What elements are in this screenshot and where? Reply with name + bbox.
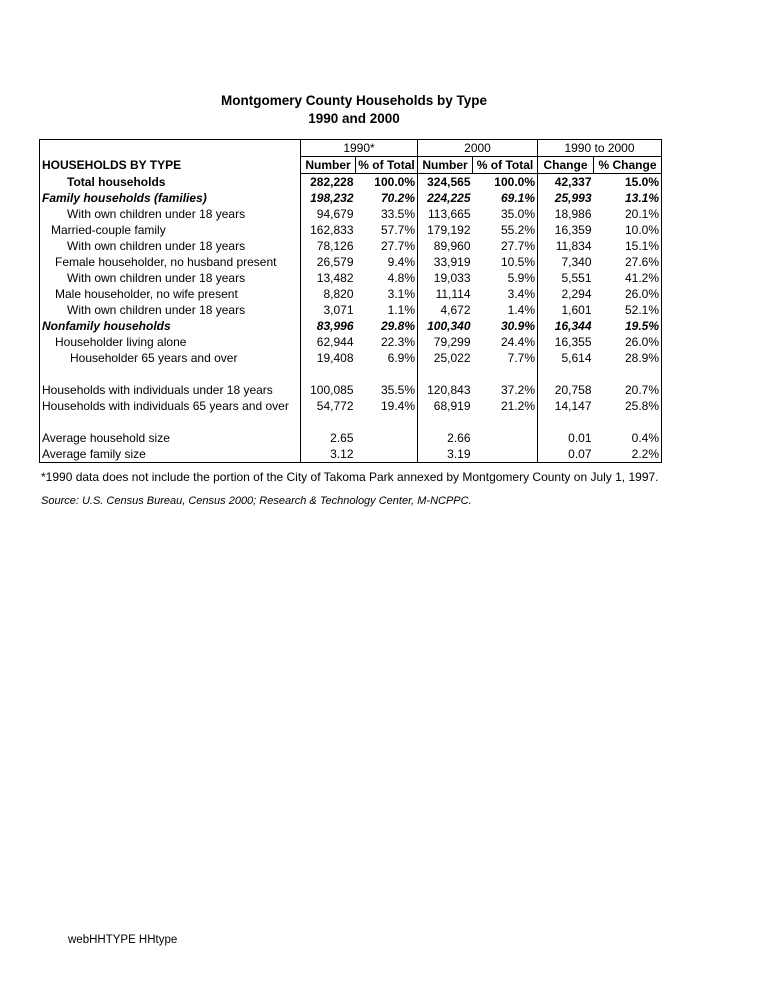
cell: 9.4%	[387, 255, 415, 269]
table-row	[40, 398, 662, 414]
cell: 33,919	[418, 254, 473, 270]
row-label: Nonfamily households	[42, 319, 171, 333]
row-label: Married-couple family	[51, 223, 166, 237]
cell	[356, 430, 418, 446]
table-row	[40, 238, 662, 254]
cell: 89,960	[418, 238, 473, 254]
col-header-pct-change: % Change	[594, 157, 662, 174]
cell: 2.2%	[631, 447, 659, 461]
cell: 2.66	[418, 430, 473, 446]
cell: 62,944	[301, 334, 356, 350]
cell: 7,340	[538, 254, 594, 270]
cell: 3.1%	[387, 287, 415, 301]
sheet-tab-label: webHHTYPE HHtype	[68, 934, 178, 946]
cell	[473, 446, 538, 463]
cell: 42,337	[538, 174, 594, 191]
cell: 4.8%	[387, 271, 415, 285]
cell: 5,551	[538, 270, 594, 286]
cell: 198,232	[301, 190, 356, 206]
cell: 26.0%	[624, 335, 659, 349]
cell: 100.0%	[494, 175, 535, 189]
cell: 68,919	[418, 398, 473, 414]
cell: 16,344	[538, 318, 594, 334]
table-row	[40, 318, 662, 334]
cell	[473, 430, 538, 446]
cell: 13,482	[301, 270, 356, 286]
cell: 2,294	[538, 286, 594, 302]
cell: 30.9%	[500, 319, 535, 333]
cell: 179,192	[418, 222, 473, 238]
spacer-row	[40, 414, 662, 430]
cell: 1.4%	[507, 303, 535, 317]
cell: 69.1%	[500, 191, 535, 205]
cell: 35.0%	[500, 207, 535, 221]
table-row	[40, 350, 662, 366]
cell: 100,340	[418, 318, 473, 334]
cell: 52.1%	[624, 303, 659, 317]
table-row	[40, 174, 662, 191]
page-title: Montgomery County Households by Type	[220, 93, 487, 108]
cell: 29.8%	[380, 319, 415, 333]
cell: 11,114	[418, 286, 473, 302]
cell: 11,834	[538, 238, 594, 254]
cell: 27.7%	[500, 239, 535, 253]
cell: 15.1%	[624, 239, 659, 253]
cell: 55.2%	[500, 223, 535, 237]
cell: 1,601	[538, 302, 594, 318]
col-header-pct-2000: % of Total	[473, 157, 538, 174]
households-table	[39, 139, 662, 463]
cell: 41.2%	[624, 271, 659, 285]
cell: 8,820	[301, 286, 356, 302]
cell: 14,147	[538, 398, 594, 414]
cell: 113,665	[418, 206, 473, 222]
cell: 28.9%	[624, 351, 659, 365]
table-row	[40, 206, 662, 222]
cell: 25.8%	[624, 399, 659, 413]
group-header-row	[40, 140, 662, 157]
row-label: Family households (families)	[42, 191, 207, 205]
table-row	[40, 190, 662, 206]
cell: 27.7%	[380, 239, 415, 253]
col-header-pct-1990: % of Total	[356, 157, 418, 174]
cell: 78,126	[301, 238, 356, 254]
cell: 5.9%	[507, 271, 535, 285]
corner-cell	[40, 140, 301, 157]
cell: 21.2%	[500, 399, 535, 413]
cell: 27.6%	[624, 255, 659, 269]
cell: 20,758	[538, 382, 594, 398]
cell: 2.65	[301, 430, 356, 446]
row-label: Average household size	[42, 431, 170, 445]
cell: 120,843	[418, 382, 473, 398]
row-label: Female householder, no husband present	[55, 255, 277, 269]
cell: 324,565	[418, 174, 473, 191]
cell: 16,355	[538, 334, 594, 350]
cell: 70.2%	[380, 191, 415, 205]
group-header-change: 1990 to 2000	[538, 140, 662, 157]
group-header-2000: 2000	[418, 140, 538, 157]
cell: 10.5%	[500, 255, 535, 269]
table-row	[40, 270, 662, 286]
cell: 1.1%	[387, 303, 415, 317]
cell: 94,679	[301, 206, 356, 222]
source-note: Source: U.S. Census Bureau, Census 2000; Research & Technology Center, M-NCPPC.	[41, 495, 472, 507]
col-header-number-1990: Number	[301, 157, 356, 174]
cell: 20.1%	[624, 207, 659, 221]
table-row	[40, 430, 662, 446]
row-label: With own children under 18 years	[67, 303, 246, 317]
row-label: Householder 65 years and over	[70, 351, 238, 365]
cell: 162,833	[301, 222, 356, 238]
cell: 3.12	[301, 446, 356, 463]
cell: 224,225	[418, 190, 473, 206]
table-row	[40, 302, 662, 318]
row-label: With own children under 18 years	[67, 271, 246, 285]
cell: 19.4%	[380, 399, 415, 413]
table-row	[40, 382, 662, 398]
cell: 7.7%	[507, 351, 535, 365]
cell: 37.2%	[500, 383, 535, 397]
cell: 83,996	[301, 318, 356, 334]
group-header-1990: 1990*	[301, 140, 418, 157]
cell: 13.1%	[624, 191, 659, 205]
row-label: Households with individuals under 18 years	[42, 383, 273, 397]
cell: 33.5%	[380, 207, 415, 221]
footnote: *1990 data does not include the portion of the City of Takoma Park annexed by Montgomery County on July 1, 1997.	[41, 470, 659, 484]
cell: 26.0%	[624, 287, 659, 301]
col-header-change: Change	[538, 157, 594, 174]
cell: 20.7%	[624, 383, 659, 397]
cell: 35.5%	[380, 383, 415, 397]
cell: 282,228	[301, 174, 356, 191]
cell: 79,299	[418, 334, 473, 350]
row-header-label: HOUSEHOLDS BY TYPE	[42, 158, 182, 172]
cell: 15.0%	[624, 175, 659, 189]
cell: 100,085	[301, 382, 356, 398]
table-row	[40, 222, 662, 238]
cell: 5,614	[538, 350, 594, 366]
row-label: Householder living alone	[55, 335, 187, 349]
table-row	[40, 446, 662, 463]
table-row	[40, 334, 662, 350]
cell: 25,993	[538, 190, 594, 206]
cell: 0.07	[538, 446, 594, 463]
cell: 26,579	[301, 254, 356, 270]
table-row	[40, 254, 662, 270]
col-header-number-2000: Number	[418, 157, 473, 174]
cell: 19,408	[301, 350, 356, 366]
column-header-row	[40, 157, 662, 174]
row-label: Male householder, no wife present	[55, 287, 238, 301]
cell	[356, 446, 418, 463]
cell: 54,772	[301, 398, 356, 414]
row-label: Total households	[67, 174, 166, 189]
cell: 3.19	[418, 446, 473, 463]
cell: 10.0%	[624, 223, 659, 237]
cell: 16,359	[538, 222, 594, 238]
row-label: With own children under 18 years	[67, 207, 246, 221]
cell: 18,986	[538, 206, 594, 222]
cell: 19.5%	[624, 319, 659, 333]
row-label: Average family size	[42, 447, 146, 461]
cell: 6.9%	[387, 351, 415, 365]
cell: 4,672	[418, 302, 473, 318]
row-label: With own children under 18 years	[67, 239, 246, 253]
cell: 24.4%	[500, 335, 535, 349]
cell: 25,022	[418, 350, 473, 366]
table-row	[40, 286, 662, 302]
cell: 3.4%	[507, 287, 535, 301]
cell: 19,033	[418, 270, 473, 286]
spacer-row	[40, 366, 662, 382]
cell: 3,071	[301, 302, 356, 318]
row-label: Households with individuals 65 years and over	[42, 399, 289, 413]
cell: 0.01	[538, 430, 594, 446]
cell: 57.7%	[380, 223, 415, 237]
cell: 0.4%	[631, 431, 659, 445]
cell: 22.3%	[380, 335, 415, 349]
cell: 100.0%	[374, 175, 415, 189]
page-subtitle: 1990 and 2000	[308, 111, 400, 126]
